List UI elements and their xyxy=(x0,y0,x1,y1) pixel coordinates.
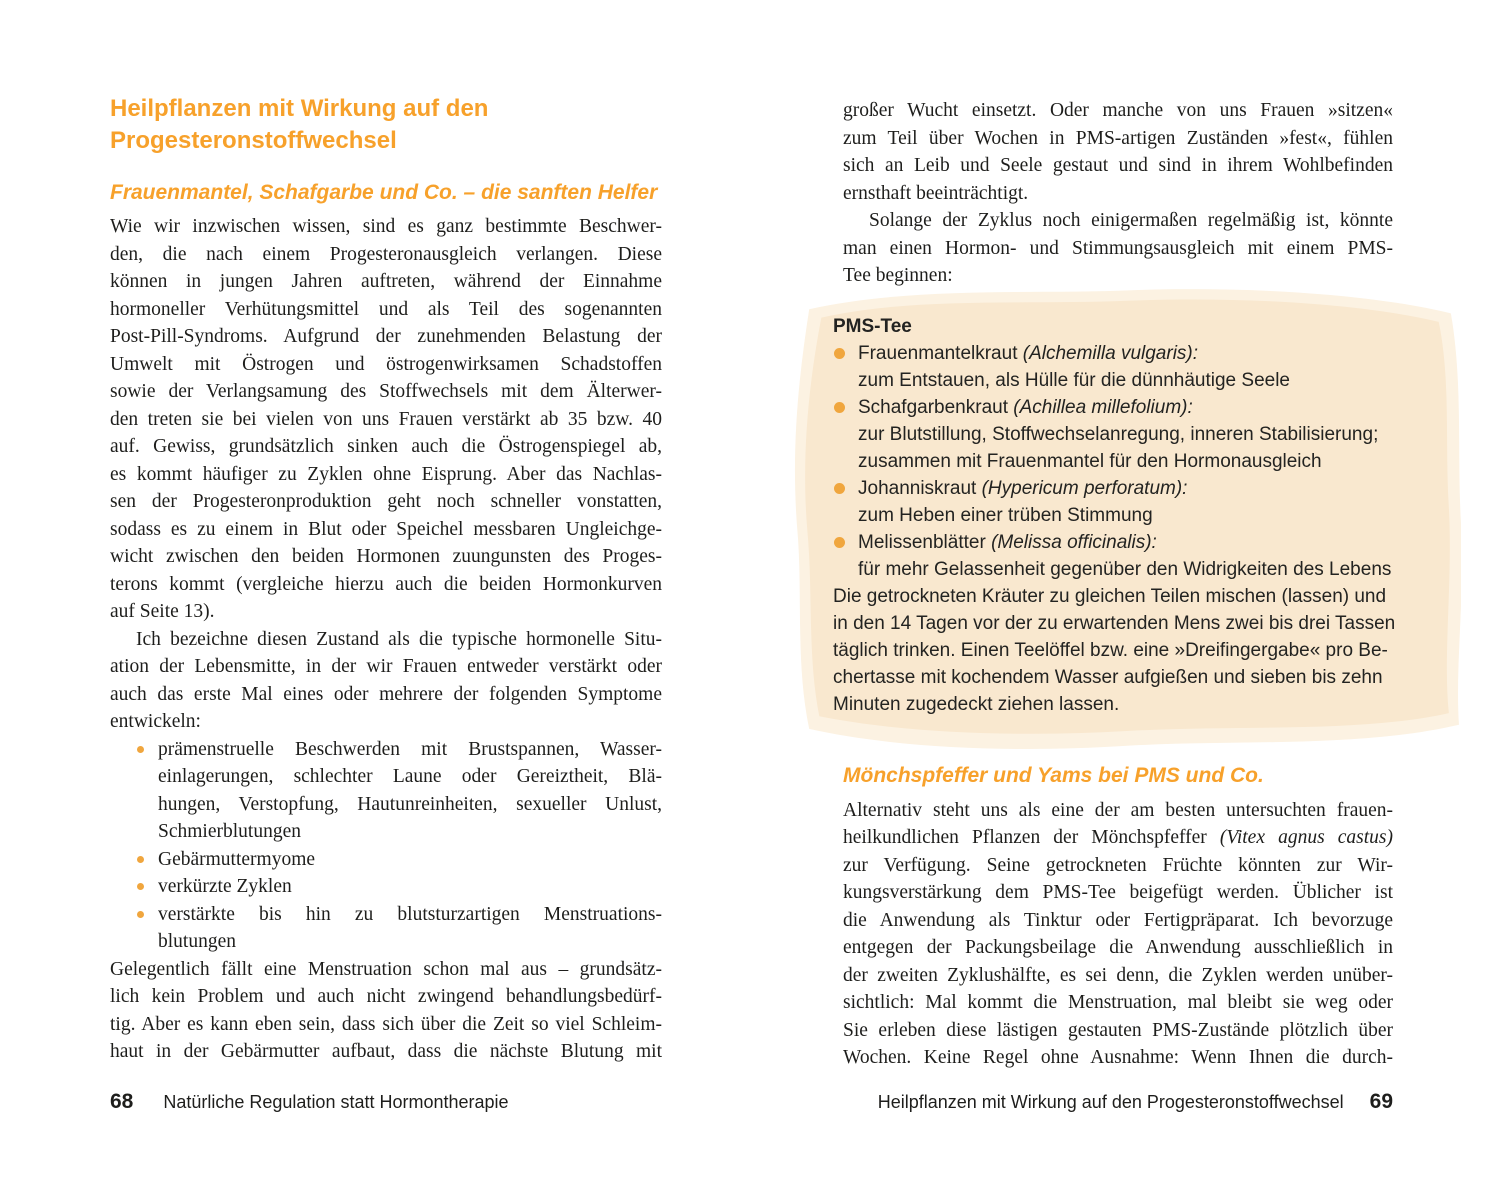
list-item-text: verstärkte bis hin zu blutsturzartigen Menstruations- blutungen xyxy=(158,903,662,952)
section-heading: Heilpflanzen mit Wirkung auf den Progesteronstoffwechsel xyxy=(110,95,489,154)
right-page xyxy=(833,0,1396,1195)
footer-left xyxy=(110,1090,662,1114)
box-title: PMS-Tee xyxy=(833,315,912,337)
list-item xyxy=(110,846,662,874)
page-number: 69 xyxy=(1369,1090,1393,1113)
recipe-item xyxy=(833,529,1399,583)
recipe-item xyxy=(833,394,1399,475)
bullet-dot-icon xyxy=(834,537,845,548)
list-item-text: Gebärmuttermyome xyxy=(158,848,316,870)
body-paragraph: Alternativ steht uns als eine der am besten untersuchten frauen- heilkundlichen Pflanzen der Mönchspfeffer (Vitex agnus castus) zur Verfügung. Seine getrockneten Früchte könnten zur Wir- kungsverstärkung dem PMS-Tee beigefügt werden. Üblicher ist die Anwendung als Tinktur oder Fertigpräparat. Ich bevorzuge entgegen der Packungsbeilage die Anwendung ausschließlich in der zweiten Zyklushälfte, es sei denn, die Zyklen werden unüber- sichtlich: Mal kommt die Menstruation, mal bleibt sie weg oder Sie erleben diese lästigen gestauten PMS-Zustände plötzlich über Wochen. Keine Regel ohne Ausnahme: Wenn Ihnen die durch- xyxy=(843,799,1393,1068)
bullet-dot-icon xyxy=(137,856,144,863)
recipe-item-text: Melissenblätter (Melissa officinalis): für mehr Gelassenheit gegenüber den Widrigkeiten des Lebens xyxy=(858,531,1392,580)
subsection-heading-right: Mönchspfeffer und Yams bei PMS und Co. xyxy=(843,763,1264,787)
subsection-heading-left: Frauenmantel, Schafgarbe und Co. – die sanften Helfer xyxy=(110,181,658,204)
body-paragraph: Ich bezeichne diesen Zustand als die typische hormonelle Situ- ation der Lebensmitte, in der wir Frauen entweder verstärkt oder auch das erste Mal eines oder mehrere der folgenden Symptome entwickeln: xyxy=(110,628,662,732)
body-paragraph: Gelegentlich fällt eine Menstruation schon mal aus – grundsätz- lich kein Problem und auch nicht zwingend behandlungsbedürf- tig. Aber es kann eben sein, dass sich über die Zeit so viel Schleim- haut in der Gebärmutter aufbaut, dass die nächste Blutung mit xyxy=(110,958,662,1062)
recipe-item-text: Schafgarbenkraut (Achillea millefolium): zur Blutstillung, Stoffwechselanregung, inneren Stabilisierung; zusammen mit Frauenmantel für den Hormonausgleich xyxy=(858,396,1379,472)
symptom-list xyxy=(110,736,662,956)
body-paragraph: großer Wucht einsetzt. Oder manche von uns Frauen »sitzen« zum Teil über Wochen in PMS-artigen Zuständen »fest«, fühlen sich an Leib und Seele gestaut und sind in ihrem Wohlbefinden ernsthaft beeinträchtigt. xyxy=(843,100,1393,204)
bullet-dot-icon xyxy=(137,746,144,753)
recipe-instructions: Die getrockneten Kräuter zu gleichen Teilen mischen (lassen) und in den 14 Tagen vor der zu erwartenden Mens zwei bis drei Tassen täglich trinken. Einen Teelöffel bzw. eine »Dreifingergabe« pro Be- chertasse mit kochendem Wasser aufgießen und sieben bis zehn Minuten zugedeckt ziehen lassen. xyxy=(833,585,1396,715)
left-page xyxy=(110,0,662,1195)
page-number: 68 xyxy=(110,1090,134,1113)
body-paragraph: Solange der Zyklus noch einigermaßen regelmäßig ist, könnte man einen Hormon- und Stimmungsausgleich mit einem PMS- Tee beginnen: xyxy=(843,210,1393,286)
recipe-box-content xyxy=(833,313,1399,718)
body-paragraph: Wie wir inzwischen wissen, sind es ganz bestimmte Beschwer- den, die nach einem Progesteronausgleich verlangen. Diese können in jungen Jahren auftreten, während der Einnahme hormoneller Verhütungsmittel und als Teil des sogenannten Post-Pill-Syndroms. Aufgrund der zunehmenden Belastung der Umwelt mit Östrogen und östrogenwirksamen Schadstoffen sowie der Verlangsamung des Stoffwechsels mit dem Älterwer- den treten sie bei vielen von uns Frauen verstärkt ab 35 bzw. 40 auf. Gewiss, grundsätzlich sinken auch die Östrogenspiegel ab, es kommt häufiger zu Zyklen ohne Eisprung. Aber das Nachlas- sen der Progesteronproduktion geht noch schneller vonstatten, sodass es zu einem in Blut oder Speichel messbaren Ungleichge- wicht zwischen den beiden Hormonen zuungunsten des Proges- terons kommt (vergleiche hierzu auch die beiden Hormonkurven auf Seite 13). xyxy=(110,216,662,622)
pms-tee-recipe-box xyxy=(803,298,1451,736)
recipe-item xyxy=(833,340,1399,394)
footer-right xyxy=(843,1090,1393,1114)
recipe-item-text: Johanniskraut (Hypericum perforatum): zum Heben einer trüben Stimmung xyxy=(858,477,1188,526)
list-item-text: verkürzte Zyklen xyxy=(158,876,292,897)
running-title: Natürliche Regulation statt Hormontherapie xyxy=(163,1092,509,1112)
recipe-item xyxy=(833,475,1399,529)
bullet-dot-icon xyxy=(834,402,845,413)
list-item xyxy=(110,901,662,956)
bullet-dot-icon xyxy=(834,483,845,494)
running-title: Heilpflanzen mit Wirkung auf den Progesteronstoffwechsel xyxy=(877,1092,1344,1112)
recipe-item-text: Frauenmantelkraut (Alchemilla vulgaris): zum Entstauen, als Hülle für die dünnhäutige Seele xyxy=(858,342,1290,391)
list-item xyxy=(110,736,662,846)
bullet-dot-icon xyxy=(137,883,144,890)
list-item-text: prämenstruelle Beschwerden mit Brustspannen, Wasser- einlagerungen, schlechter Laune oder Gereiztheit, Blä- hungen, Verstopfung, Hautunreinheiten, sexueller Unlust, Schmierblutungen xyxy=(158,738,662,842)
bullet-dot-icon xyxy=(834,348,845,359)
list-item xyxy=(110,873,662,901)
bullet-dot-icon xyxy=(137,911,144,918)
